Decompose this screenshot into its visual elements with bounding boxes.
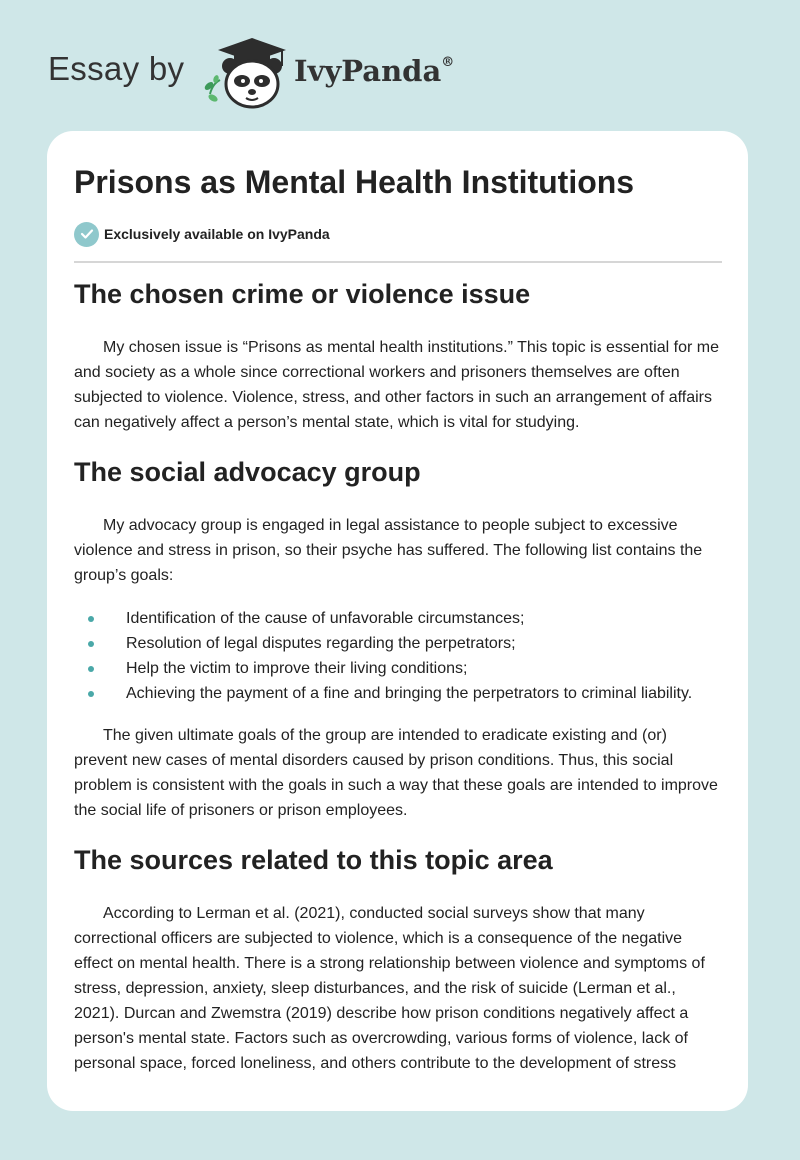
- section-heading: The social advocacy group: [74, 457, 421, 487]
- paragraph: According to Lerman et al. (2021), conducted social surveys show that many correctional officers are subjected to violence, which is a consequence of the negative effect on mental health. There is a strong relationship between violence and symptoms of stress, depression, anxiety, sleep disturbances, and the risk of suicide (Lerman et al., 2021). Durcan and Zwemstra (2019) describe how prison conditions negatively affect a person's mental state. Factors such as overcrowding, various forms of violence, lack of personal space, forced loneliness, and others contribute to the development of stress: [74, 905, 705, 1072]
- essay-by-label: Essay by: [48, 50, 185, 87]
- ivypanda-logo-icon: [202, 36, 290, 110]
- page-title: Prisons as Mental Health Institutions: [74, 164, 635, 200]
- list-item: Achieving the payment of a fine and bringing the perpetrators to criminal liability.: [74, 681, 724, 706]
- check-icon: [74, 222, 99, 247]
- divider: [74, 261, 722, 263]
- paragraph: The given ultimate goals of the group are intended to eradicate existing and (or) prevent new cases of mental disorders caused by prison conditions. Thus, this social problem is consistent with the goals in such a way that these goals are intended to improve the social life of prisoners or prison employees.: [74, 727, 718, 819]
- exclusive-badge: [74, 221, 330, 247]
- paragraph: My advocacy group is engaged in legal assistance to people subject to excessive violence and stress in prison, so their psyche has suffered. The following list contains the group’s goals:: [74, 517, 703, 584]
- essay-card: [47, 131, 748, 1111]
- essay-body: [74, 279, 724, 1076]
- section-heading: The chosen crime or violence issue: [74, 279, 531, 309]
- list-item: Identification of the cause of unfavorable circumstances;: [74, 606, 724, 631]
- list-item: Help the victim to improve their living conditions;: [74, 656, 724, 681]
- goals-list: [74, 606, 724, 706]
- section-heading: The sources related to this topic area: [74, 845, 553, 875]
- exclusive-label: Exclusively available on IvyPanda: [104, 226, 330, 242]
- list-item: Resolution of legal disputes regarding the perpetrators;: [74, 631, 724, 656]
- site-header: [48, 36, 648, 116]
- ivypanda-brand: IvyPanda®: [294, 54, 455, 88]
- paragraph: My chosen issue is “Prisons as mental health institutions.” This topic is essential for me and society as a whole since correctional workers and prisoners themselves are often subjected to violence. Violence, stress, and other factors in such an arrangement of affairs can negatively affect a person’s mental state, which is vital for studying.: [74, 339, 719, 431]
